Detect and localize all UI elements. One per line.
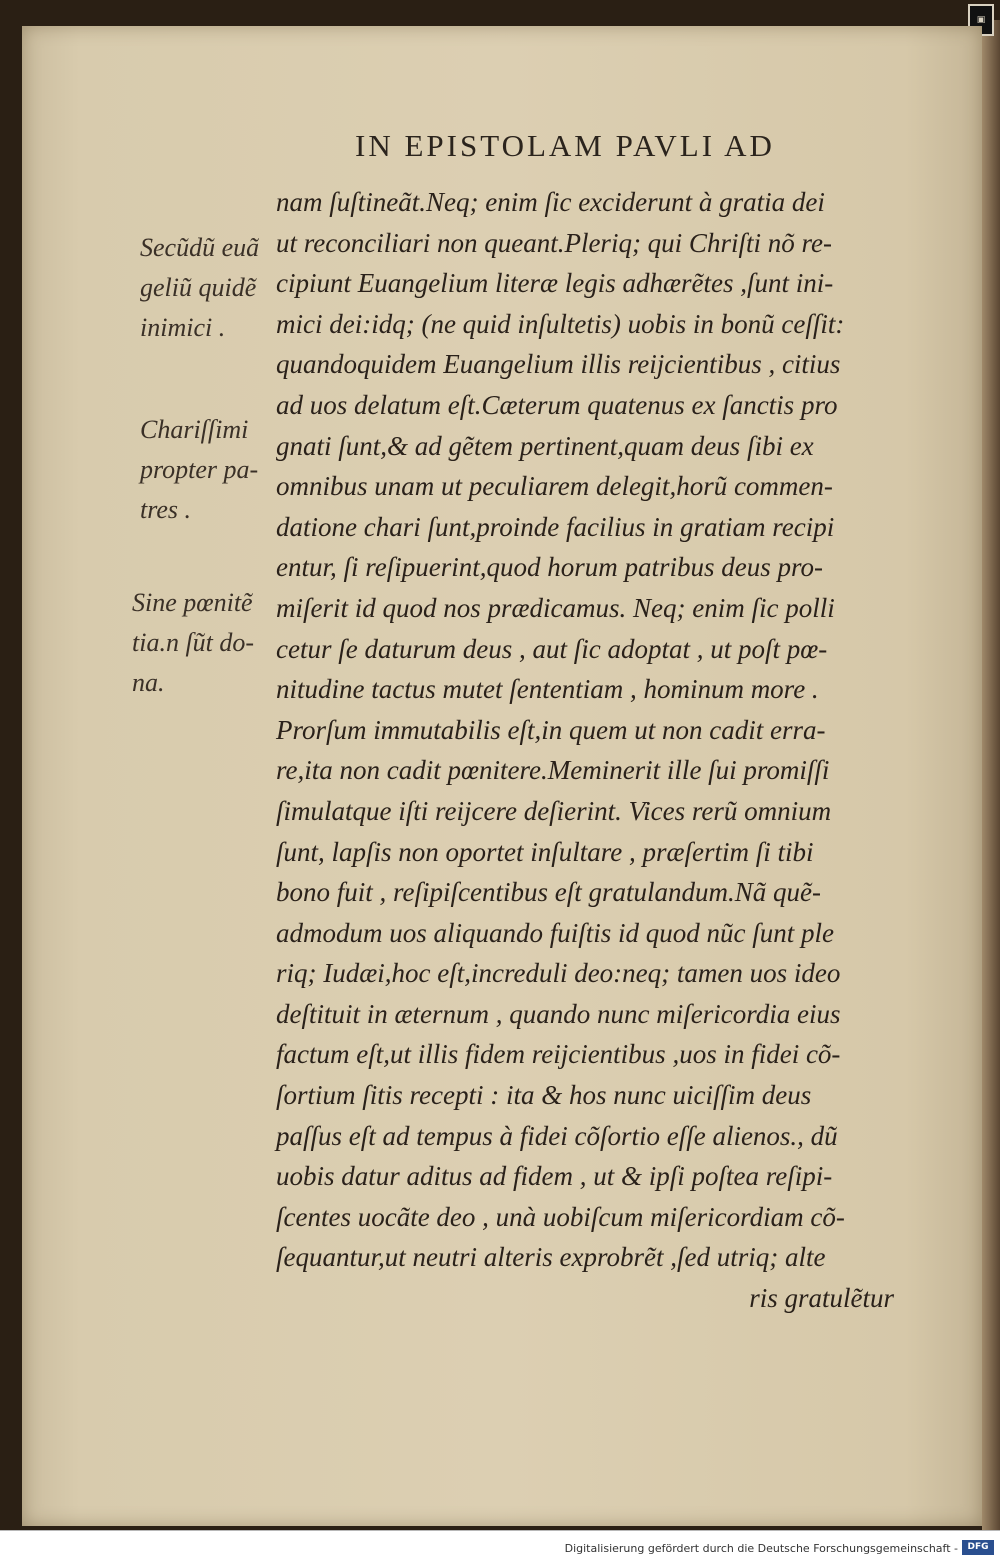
- text-line: paſſus eſt ad tempus à fidei cõſortio eſſe alienos., dũ: [276, 1120, 838, 1151]
- text-line: cipiunt Euangelium literæ legis adhærẽtes ,ſunt ini-: [276, 268, 834, 299]
- footer-bar: [0, 1530, 1000, 1565]
- page-edge: [982, 20, 1000, 1530]
- text-line: ris gratulẽtur: [749, 1283, 894, 1314]
- margin-note-line: Chariſſimi: [140, 415, 249, 444]
- margin-note: [140, 410, 258, 530]
- funding-notice: Digitalisierung gefördert durch die Deutsche Forschungsgemeinschaft -: [564, 1542, 958, 1555]
- text-line: ſortium ſitis recepti : ita & hos nunc uiciſſim deus: [276, 1080, 812, 1111]
- body-text: [276, 182, 916, 1319]
- text-line: mici dei:idq; (ne quid inſultetis) uobis in bonũ ceſſit:: [276, 308, 845, 339]
- dfg-logo: DFG: [962, 1540, 994, 1555]
- text-line: omnibus unam ut peculiarem delegit,horũ commen-: [276, 471, 833, 502]
- scan-corner-marker: ▣: [968, 4, 994, 36]
- running-head: IN EPISTOLAM PAVLI AD: [355, 128, 775, 163]
- margin-note-line: propter pa-: [140, 455, 259, 484]
- text-line: ſcentes uocãte deo , unà uobiſcum miſericordiam cõ-: [276, 1201, 845, 1232]
- margin-note-line: inimici .: [140, 313, 226, 342]
- text-line: ut reconciliari non queant.Pleriq; qui Chriſti nõ re-: [276, 227, 832, 258]
- text-line: ſunt, lapſis non oportet inſultare , præſertim ſi tibi: [276, 836, 814, 867]
- text-line: ad uos delatum eſt.Cæterum quatenus ex ſanctis pro: [276, 389, 838, 420]
- text-line: admodum uos aliquando fuiſtis id quod nũc ſunt ple: [276, 917, 834, 948]
- margin-note-line: Secũdũ euã: [140, 233, 260, 262]
- margin-note-line: geliũ quidẽ: [140, 273, 257, 302]
- text-line: bono fuit , reſipiſcentibus eſt gratulandum.Nã quẽ-: [276, 877, 821, 908]
- text-line: gnati ſunt,& ad gẽtem pertinent,quam deus ſibi ex: [276, 430, 814, 461]
- margin-note-line: tia.n ſũt do-: [132, 628, 255, 657]
- text-line: datione chari ſunt,proinde facilius in gratiam recipi: [276, 511, 835, 542]
- text-line: nam ſuſtineãt.Neq; enim ſic exciderunt à gratia dei: [276, 187, 825, 217]
- text-line: entur, ſi reſipuerint,quod horum patribus deus pro-: [276, 552, 824, 583]
- text-line: nitudine tactus mutet ſententiam , hominum more .: [276, 674, 819, 705]
- text-line: riq; Iudæi,hoc eſt,increduli deo:neq; tamen uos ideo: [276, 958, 841, 989]
- text-line: uobis datur aditus ad fidem , ut & ipſi poſtea reſipi-: [276, 1161, 833, 1192]
- margin-note-line: tres .: [140, 495, 192, 524]
- text-line: ſequantur,ut neutri alteris exprobrẽt ,ſed utriq; alte: [276, 1242, 826, 1273]
- text-line: re,ita non cadit pœnitere.Meminerit ille ſui promiſſi: [276, 755, 830, 786]
- margin-note: [140, 228, 259, 348]
- margin-note-line: na.: [132, 668, 165, 697]
- text-line: quandoquidem Euangelium illis reijcientibus , citius: [276, 349, 841, 380]
- text-line: ſimulatque iſti reijcere deſierint. Vices rerũ omnium: [276, 795, 832, 826]
- text-line: Prorſum immutabilis eſt,in quem ut non cadit erra-: [276, 714, 826, 745]
- text-line: miſerit id quod nos prædicamus. Neq; enim ſic polli: [276, 592, 835, 623]
- text-line: deſtituit in æternum , quando nunc miſericordia eius: [276, 998, 841, 1029]
- margin-note-line: Sine pœnitẽ: [132, 588, 253, 617]
- margin-note: [132, 583, 254, 703]
- text-line: cetur ſe daturum deus , aut ſic adoptat , ut poſt pœ-: [276, 633, 828, 664]
- text-line: factum eſt,ut illis fidem reijcientibus ,uos in fidei cõ-: [276, 1039, 841, 1070]
